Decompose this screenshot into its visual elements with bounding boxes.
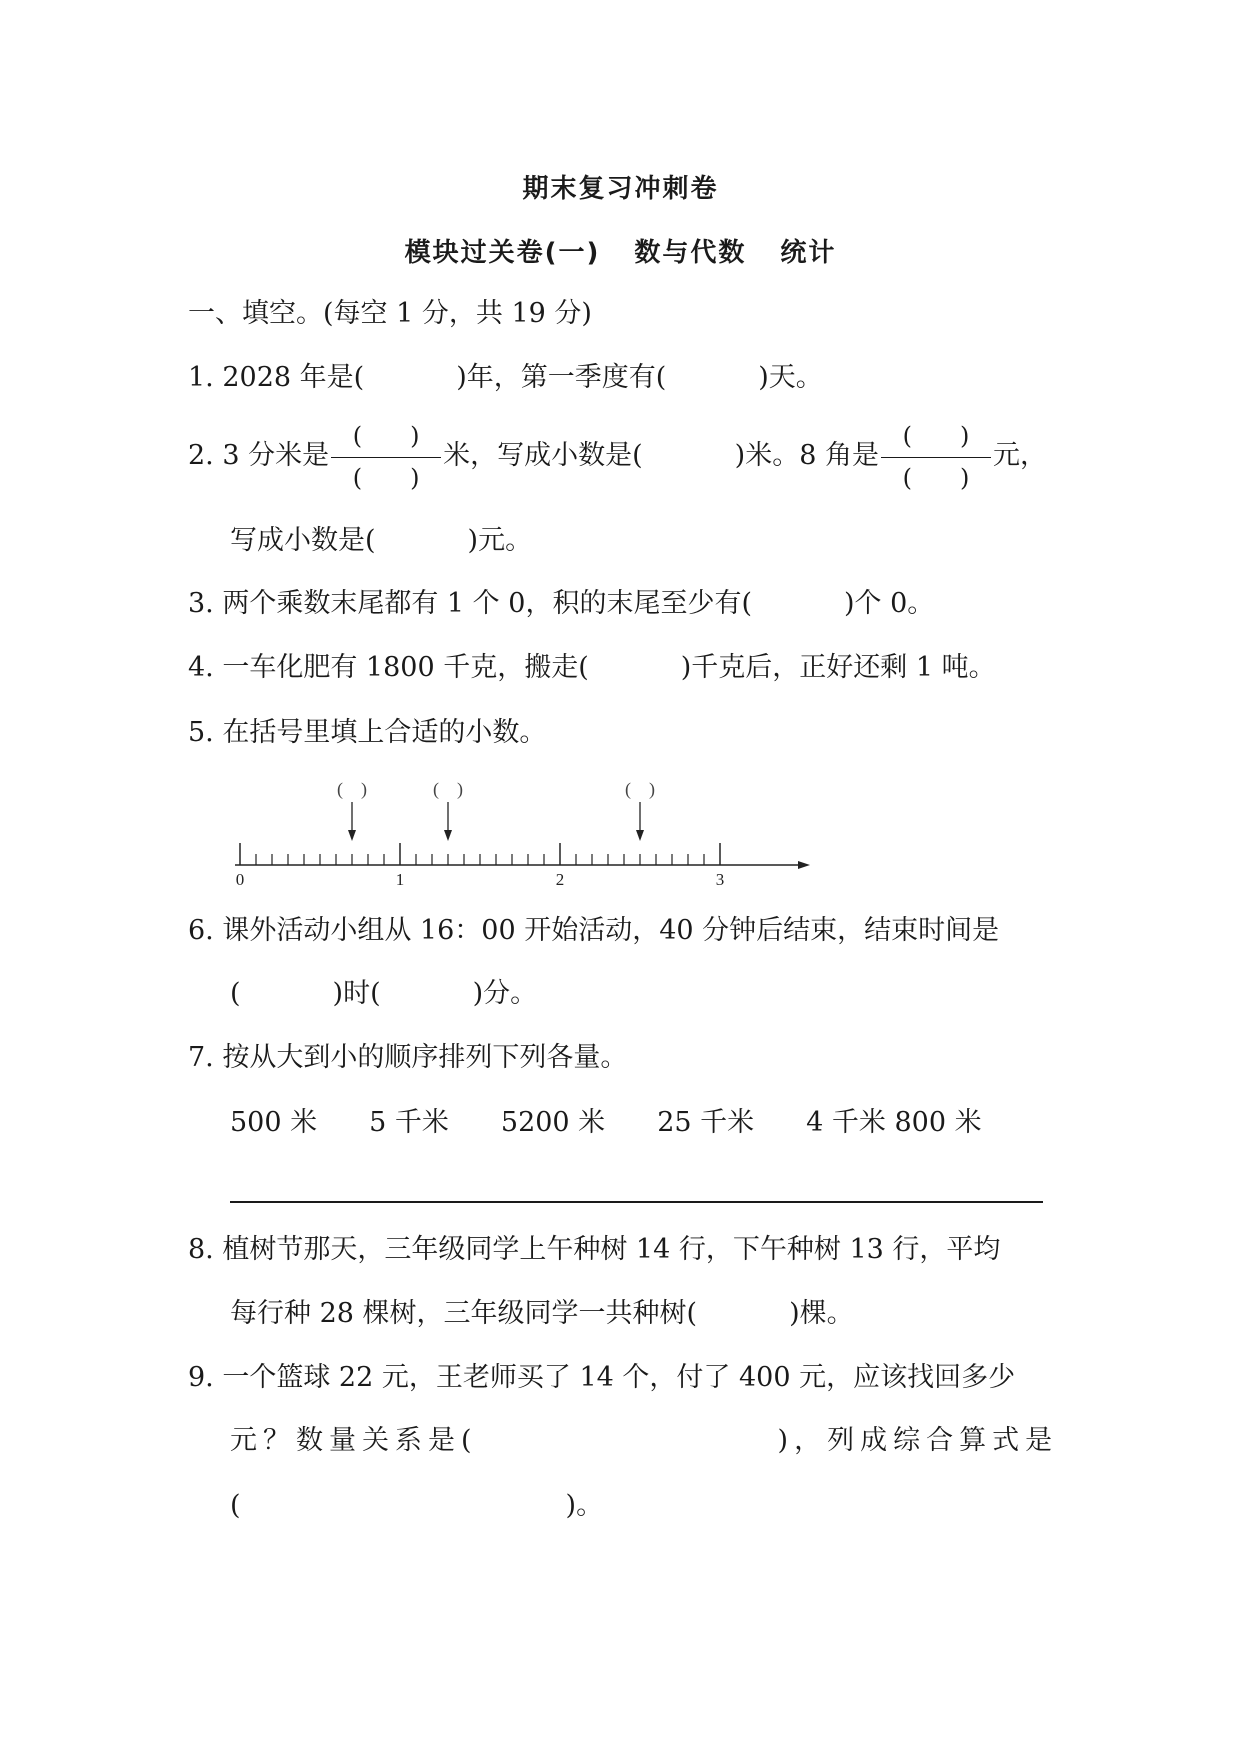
number-line-tick-label: 3	[715, 870, 725, 889]
q9-text-c: )，列成综合算式是	[777, 1425, 1059, 1456]
q2-fraction-1-numerator: ( )	[352, 421, 420, 450]
question-6-cont	[230, 976, 537, 1012]
question-2-cont	[230, 523, 532, 559]
subtitle-statistics: 统计	[780, 238, 837, 268]
q2-text-b: 米，写成小数是(	[443, 440, 643, 471]
question-4	[188, 650, 996, 686]
q2-fraction-1-denominator: ( )	[352, 463, 420, 492]
q2-fraction-2-denominator: ( )	[902, 463, 970, 492]
q9-text-b: 元？数量关系是(	[230, 1425, 478, 1456]
q3-text-b: )个 0。	[843, 588, 935, 619]
q2-text-e: 写成小数是(	[230, 525, 376, 556]
question-7: 7. 按从大到小的顺序排列下列各量。	[188, 1042, 628, 1073]
number-line-answer-blank[interactable]: ( )	[625, 779, 655, 799]
q6-text-b: (	[230, 978, 241, 1009]
q1-text-c: )天。	[758, 362, 823, 393]
q2-fraction-2[interactable]	[881, 421, 991, 493]
question-3	[188, 586, 934, 622]
q2-text-a: 2. 3 分米是	[188, 440, 330, 471]
number-line-pointer-arrowhead	[444, 830, 452, 841]
number-line-pointer-arrowhead	[348, 830, 356, 841]
q7-measure-2: 5 千米	[369, 1107, 449, 1138]
q7-measure-1: 500 米	[230, 1107, 318, 1138]
question-8: 8. 植树节那天，三年级同学上午种树 14 行，下午种树 13 行，平均	[188, 1234, 1001, 1265]
question-6: 6. 课外活动小组从 16：00 开始活动，40 分钟后结束，结束时间是	[188, 915, 1000, 946]
number-line-arrowhead	[798, 861, 810, 869]
page-subtitle	[0, 232, 1241, 269]
q1-text-a: 1. 2028 年是(	[188, 362, 365, 393]
q7-measure-5: 4 千米 800 米	[806, 1107, 982, 1138]
q2-text-d: 元，	[992, 440, 1047, 471]
question-9-cont	[230, 1423, 1058, 1459]
q6-text-d: )分。	[472, 978, 538, 1009]
q9-text-e: )。	[565, 1490, 604, 1521]
fraction-bar	[881, 457, 991, 459]
q1-text-b: )年，第一季度有(	[456, 362, 667, 393]
q7-measure-3: 5200 米	[500, 1107, 606, 1138]
number-line-tick-label: 2	[555, 870, 565, 889]
question-1	[188, 360, 823, 396]
question-5: 5. 在括号里填上合适的小数。	[188, 717, 547, 748]
q7-answer-line[interactable]	[230, 1201, 1043, 1203]
question-9: 9. 一个篮球 22 元，王老师买了 14 个，付了 400 元，应该找回多少	[188, 1362, 1016, 1393]
number-line	[220, 775, 820, 895]
number-line-tick-label: 1	[395, 870, 405, 889]
section-heading: 一、填空。(每空 1 分，共 19 分)	[188, 298, 592, 329]
q4-text-b: )千克后，正好还剩 1 吨。	[680, 652, 996, 683]
q8-text-b: 每行种 28 棵树，三年级同学一共种树(	[230, 1298, 698, 1329]
number-line-answer-blank[interactable]: ( )	[337, 779, 367, 799]
q7-measures	[230, 1105, 1034, 1141]
q2-text-f: )元。	[467, 525, 533, 556]
q3-text-a: 3. 两个乘数末尾都有 1 个 0，积的末尾至少有(	[188, 588, 752, 619]
q6-text-c: )时(	[332, 978, 381, 1009]
question-2	[188, 420, 1047, 493]
q9-text-d: (	[230, 1490, 241, 1521]
q4-text-a: 4. 一车化肥有 1800 千克，搬走(	[188, 652, 589, 683]
q7-measure-4: 25 千米	[657, 1107, 755, 1138]
number-line-answer-blank[interactable]: ( )	[433, 779, 463, 799]
subtitle-module: 模块过关卷(一)	[404, 238, 601, 268]
q2-fraction-1[interactable]	[331, 421, 441, 493]
question-8-cont	[230, 1296, 854, 1332]
q2-fraction-2-numerator: ( )	[902, 421, 970, 450]
page-title: 期末复习冲刺卷	[522, 174, 719, 204]
question-9-cont2	[230, 1488, 603, 1524]
q2-text-c: )米。8 角是	[734, 440, 879, 471]
number-line-tick-label: 0	[235, 870, 245, 889]
q8-text-c: )棵。	[789, 1298, 854, 1329]
subtitle-topic: 数与代数	[634, 238, 747, 268]
fraction-bar	[331, 457, 441, 459]
number-line-pointer-arrowhead	[636, 830, 644, 841]
